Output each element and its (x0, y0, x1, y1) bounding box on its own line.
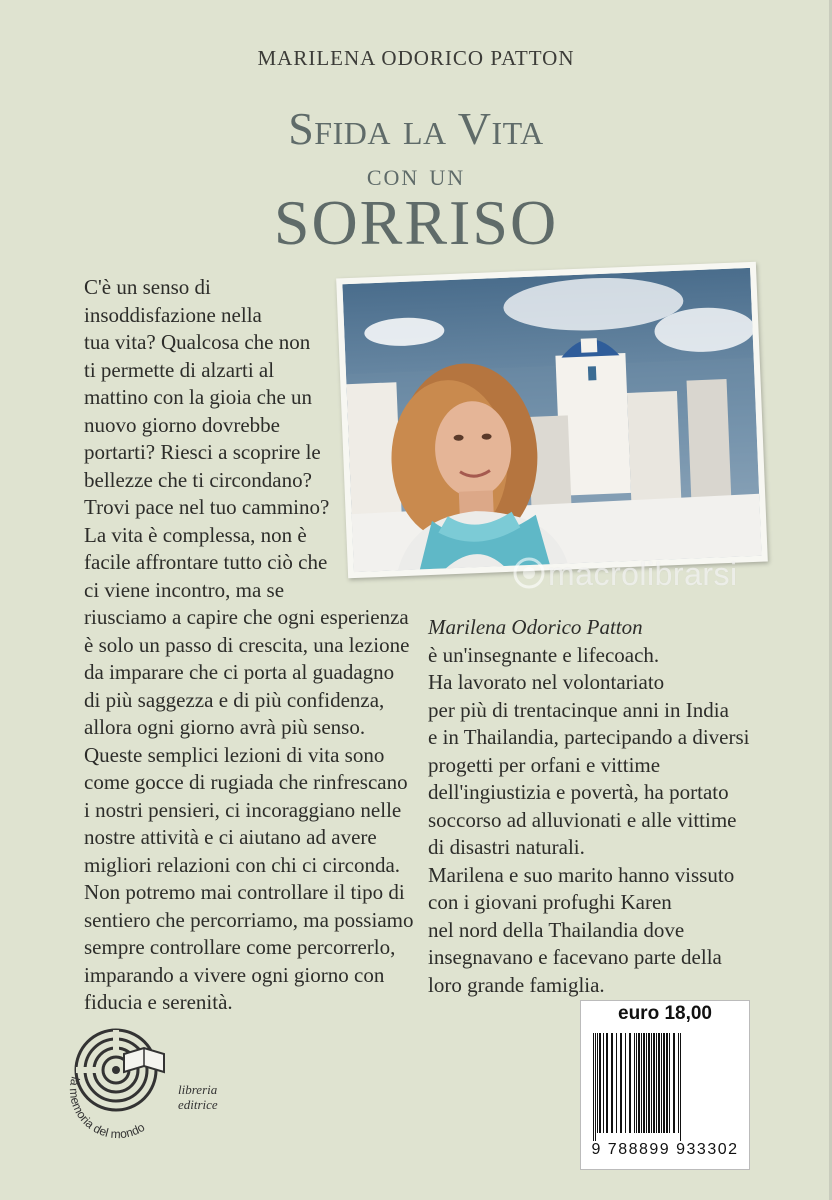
bio-line: Marilena e suo marito hanno vissuto (428, 862, 735, 887)
description-line: Non potremo mai controllare il tipo di (84, 880, 405, 904)
bio-line: con i giovani profughi Karen (428, 890, 672, 914)
bio-line: per più di trentacinque anni in India (428, 697, 729, 722)
author-bio (428, 614, 788, 999)
description-line: di più saggezza e di più confidenza, (84, 687, 385, 712)
description-line: mattino con la gioia che un (84, 385, 313, 409)
description-line: ci viene incontro, ma se (84, 577, 285, 602)
bio-author-name: Marilena Odorico Patton (428, 615, 643, 639)
description-line: è solo un passo di crescita, una lezione (84, 632, 410, 657)
description-line: C'è un senso di (84, 275, 211, 299)
author-photo (336, 262, 768, 579)
watermark-text: macrolibrarsi (548, 556, 738, 592)
barcode-bar (656, 1033, 657, 1133)
title-line-2: con un (366, 156, 466, 192)
barcode-bar (678, 1033, 679, 1133)
description-line: riusciamo a capire che ogni esperienza (84, 605, 409, 629)
barcode-bar (638, 1033, 640, 1133)
barcode-bar (636, 1033, 637, 1133)
title-line-1: Sfida la Vita (288, 103, 544, 154)
barcode-bar (620, 1033, 622, 1133)
author-name: MARILENA ODORICO PATTON (257, 46, 575, 70)
barcode-bar (663, 1033, 665, 1133)
description-line: bellezze che ti circondano? (84, 467, 312, 492)
description-line: facile affrontare tutto ciò che (84, 550, 328, 574)
barcode-bar (625, 1033, 626, 1133)
barcode-bar (616, 1033, 617, 1133)
barcode-bar (653, 1033, 655, 1133)
bio-line: di disastri naturali. (428, 835, 585, 859)
description-line: allora ogni giorno avrà più senso. (84, 715, 366, 739)
description-line: Trovi pace nel tuo cammino? (84, 495, 330, 519)
bio-line: nel nord della Thailandia dove (428, 917, 685, 942)
barcode-bar (597, 1033, 598, 1133)
barcode-bar (634, 1033, 635, 1133)
publisher-side-text (178, 1082, 218, 1112)
description-line: imparando a vivere ogni giorno con (84, 962, 385, 987)
barcode-bar (680, 1033, 681, 1141)
publisher-side-line-2: editrice (178, 1097, 218, 1112)
barcode-bar (641, 1033, 642, 1133)
bio-line: loro grande famiglia. (428, 972, 605, 997)
publisher-side-line-1: libreria (178, 1082, 218, 1097)
description-line: sentiero che percorriamo, ma possiamo (84, 907, 414, 932)
description-line: sempre controllare come percorrerlo, (84, 935, 396, 959)
barcode-bar (666, 1033, 668, 1133)
description-line: come gocce di rugiada che rinfrescano (84, 770, 408, 794)
barcode-bar (599, 1033, 601, 1133)
bio-line: Ha lavorato nel volontariato (428, 670, 665, 694)
bio-line: e in Thailandia, partecipando a diversi (428, 725, 750, 749)
description-line: fiducia e serenità. (84, 990, 233, 1014)
barcode-bar (673, 1033, 675, 1133)
barcode-bar (661, 1033, 662, 1133)
description-line: nuovo giorno dovrebbe (84, 412, 280, 437)
bio-line: insegnavano e facevano parte della (428, 945, 722, 969)
barcode-bar (646, 1033, 647, 1133)
barcode-bar (648, 1033, 650, 1133)
barcode-bar (606, 1033, 608, 1133)
description-line: ti permette di alzarti al (84, 357, 275, 382)
title-line-3: SORRISO (273, 187, 559, 258)
publisher-logo (54, 1014, 184, 1144)
description-line: nostre attività e ci aiutano ad avere (84, 825, 377, 849)
description-line: da imparare che ci porta al guadagno (84, 660, 395, 684)
bio-line: è un'insegnante e lifecoach. (428, 642, 660, 667)
bio-line: dell'ingiustizia e povertà, ha portato (428, 780, 729, 804)
barcode-bar (603, 1033, 604, 1133)
bio-line: progetti per orfani e vittime (428, 752, 661, 777)
description-line: La vita è complessa, non è (84, 522, 307, 547)
description-line: portarti? Riesci a scoprire le (84, 440, 321, 464)
barcode-image (589, 1033, 741, 1141)
description-line: tua vita? Qualcosa che non (84, 330, 311, 354)
barcode-bar (629, 1033, 631, 1133)
description-line: i nostri pensieri, ci incoraggiano nelle (84, 797, 402, 822)
author-photo-image (342, 268, 761, 572)
barcode-bar (611, 1033, 613, 1133)
description-line: migliori relazioni con chi ci circonda. (84, 852, 401, 877)
price-label: euro 18,00 (618, 1003, 712, 1024)
description-line: Queste semplici lezioni di vita sono (84, 742, 385, 767)
publisher-arc-text: la memoria del mondo (66, 1075, 148, 1142)
description-line: insoddisfazione nella (84, 302, 262, 327)
barcode-bar (595, 1033, 596, 1141)
bio-line: soccorso ad alluvionati e alle vittime (428, 807, 737, 832)
barcode-bar (669, 1033, 670, 1133)
barcode-bar (593, 1033, 594, 1141)
watermark-icon (512, 556, 546, 590)
barcode-bar (643, 1033, 645, 1133)
barcode-bar (658, 1033, 660, 1133)
barcode-bar (651, 1033, 652, 1133)
isbn-number: 9 788899 933302 (591, 1141, 739, 1158)
barcode-sticker (580, 1000, 750, 1170)
